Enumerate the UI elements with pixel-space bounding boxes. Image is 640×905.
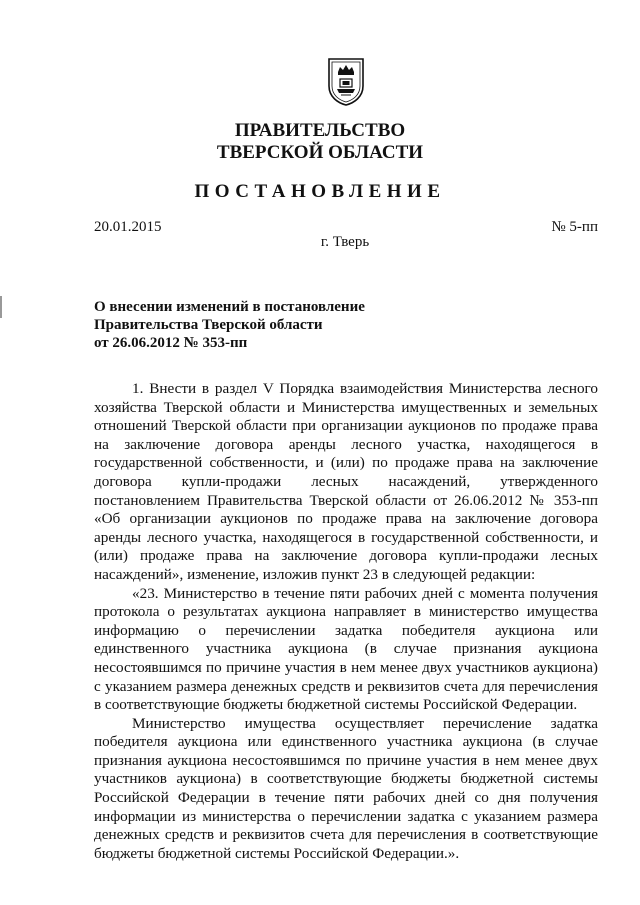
document-number: № 5-пп [551, 219, 598, 235]
coat-of-arms-icon [326, 56, 366, 106]
body-paragraph-2: «23. Министерство в течение пяти рабочих дней с момента получения протокола о результатах аукциона направляет в министерство имущества информацию о перечислении задатка победителя аукциона или единственного участника аукциона (в случае признания аукциона несостоявшимся по причине участия в нем менее двух участников аукциона) с указанием размера денежных средств и реквизитов счета для перечисления в соответствующие бюджеты бюджетной системы Российской Федерации. [94, 584, 598, 714]
subject-line2: Правительства Тверской области [94, 317, 323, 333]
government-title-line2: ТВЕРСКОЙ ОБЛАСТИ [216, 142, 424, 163]
government-title-line1: ПРАВИТЕЛЬСТВО [234, 120, 406, 141]
document-date: 20.01.2015 [94, 219, 162, 235]
document-type-title: ПОСТАНОВЛЕНИЕ [194, 181, 446, 202]
body-paragraph-3: Министерство имущества осуществляет перечисление задатка победителя аукциона или единственного участника аукциона (в случае признания аукциона несостоявшимся по причине участия в нем менее двух участников аукциона) в соответствующие бюджеты бюджетной системы Российской Федерации в течение пяти рабочих дней со дня получения информации из министерства о перечислении задатка с указанием размера денежных средств и реквизитов счета для перечисления в соответствующие бюджеты бюджетной системы Российской Федерации.». [94, 714, 598, 862]
subject-line3: от 26.06.2012 № 353-пп [94, 335, 248, 351]
government-title [0, 120, 640, 164]
document-city: г. Тверь [320, 234, 370, 250]
scan-edge-mark [0, 296, 2, 318]
document-subject [94, 298, 365, 352]
subject-line1: О внесении изменений в постановление [94, 299, 365, 315]
body-paragraph-1: 1. Внести в раздел V Порядка взаимодействия Министерства лесного хозяйства Тверской области и Министерства имущественных и земельных отношений Тверской области при организации аукционов по продаже права на заключение договора аренды лесного участка, находящегося в государственной собственности, и (или) по продаже права на заключение договора купли-продажи лесных насаждений, утвержденного постановлением Правительства Тверской области от 26.06.2012 № 353-пп «Об организации аукционов по продаже права на заключение договора аренды лесного участка, находящегося в государственной собственности, и (или) продаже права на заключение договора купли-продажи лесных насаждений», изменение, изложив пункт 23 в следующей редакции: [94, 380, 598, 583]
document-body [94, 380, 598, 863]
